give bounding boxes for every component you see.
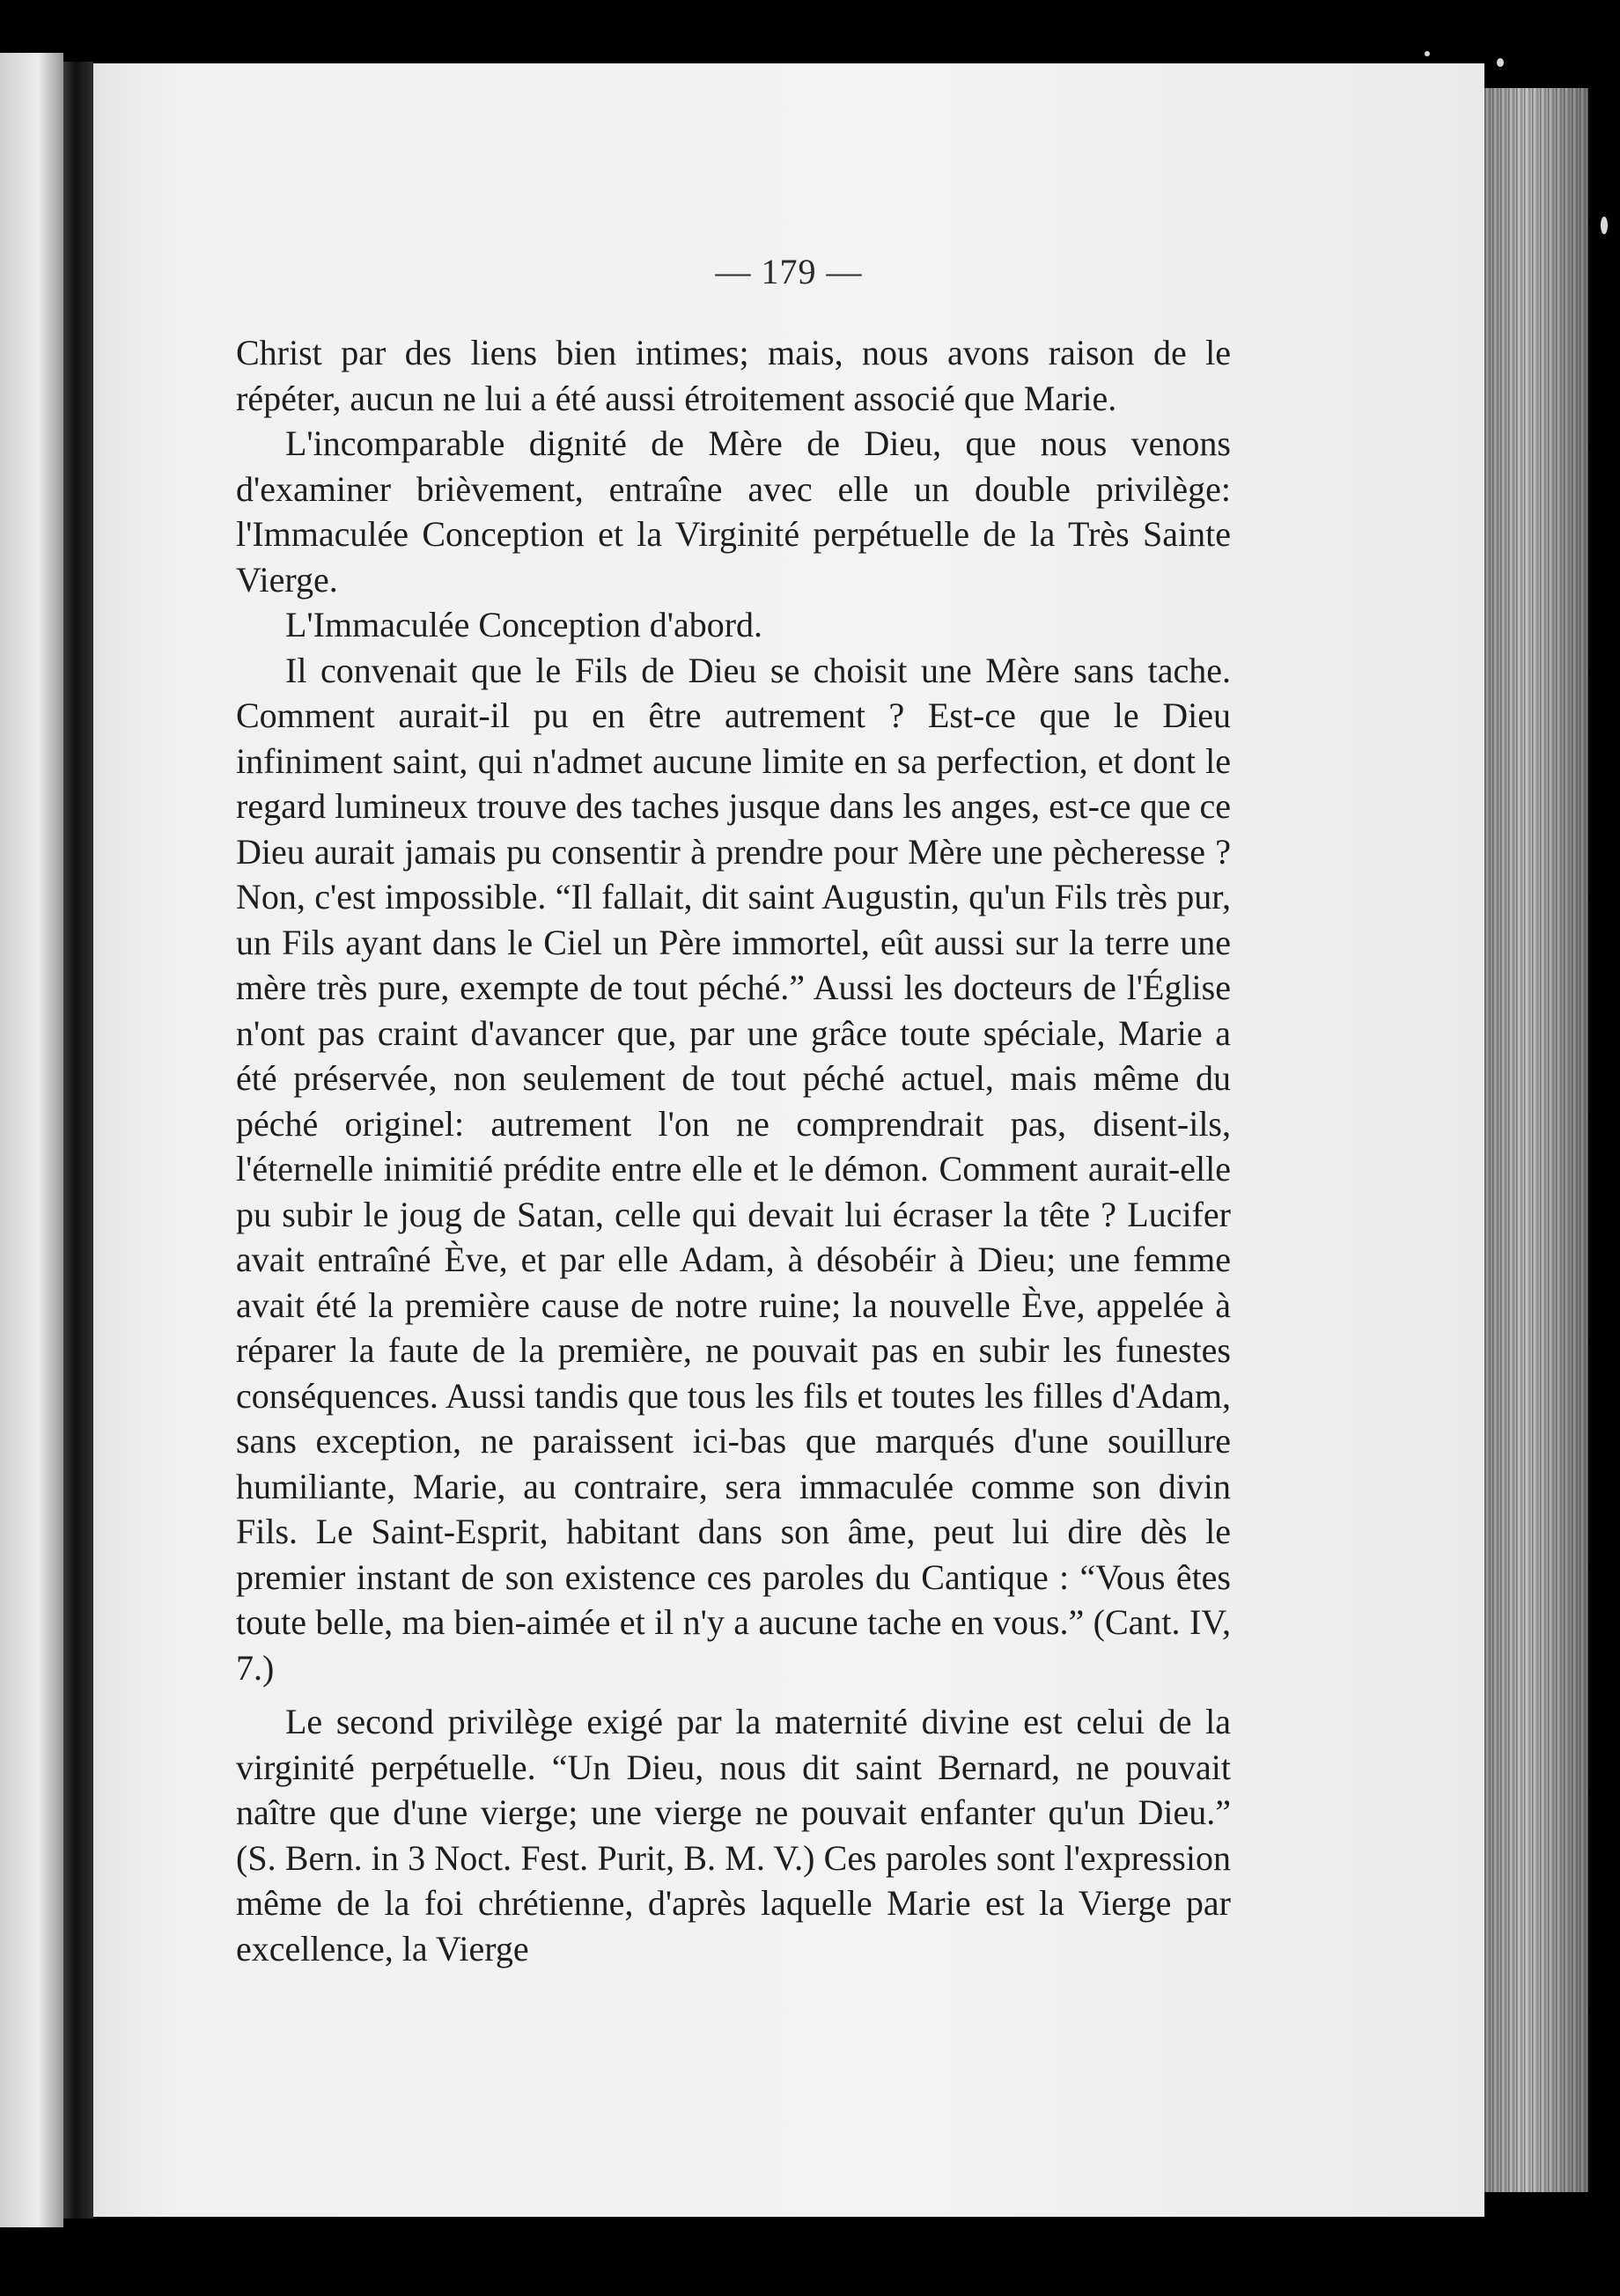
paragraph: Le second privilège exigé par la maternité divine est celui de la virginité perpétuelle. “Un Dieu, nous dit saint Bernard, ne pouvait naître que d'une vierge; une vierge ne pouvait enfanter qu'un Dieu.” (S. Bern. in 3 Noct. Fest. Purit, B. M. V.) Ces paroles sont l'expression même de la foi chrétienne, d'après laquelle Marie est la Vierge par excellence, la Vierge <box>236 1702 1231 1969</box>
page-number: — 179 — <box>715 252 863 291</box>
dust-speck <box>1497 58 1504 67</box>
body-text <box>236 330 1231 1971</box>
previous-page-edge <box>0 53 63 2227</box>
paragraph: L'Immaculée Conception d'abord. <box>285 605 763 644</box>
dust-speck <box>1601 217 1608 234</box>
book-gutter <box>63 62 93 2219</box>
paragraph: Christ par des liens bien intimes; mais, nous avons raison de le répéter, aucun ne lui a été aussi étroitement associé que Marie. <box>236 333 1231 418</box>
paragraph: L'incomparable dignité de Mère de Dieu, que nous venons d'examiner brièvement, entraîne avec elle un double privilège: l'Immaculée Conception et la Virginité perpétuelle de la Très Sainte Vierge. <box>236 423 1231 600</box>
dust-speck <box>1425 51 1430 56</box>
paragraph: Il convenait que le Fils de Dieu se choisit une Mère sans tache. Comment aurait-il pu en être autrement ? Est-ce que le Dieu infiniment saint, qui n'admet aucune limite en sa perfection, et dont le regard lumineux trouve des taches jusque dans les anges, est-ce que ce Dieu aurait jamais pu consentir à prendre pour Mère une pècheresse ? Non, c'est impossible. “Il fallait, dit saint Augustin, qu'un Fils très pur, un Fils ayant dans le Ciel un Père immortel, eût aussi sur la terre une mère très pure, exempte de tout péché.” Aussi les docteurs de l'Église n'ont pas craint d'avancer que, par une grâce toute spéciale, Marie a été préservée, non seulement de tout péché actuel, mais même du péché originel: autrement l'on ne comprendrait pas, disent-ils, l'éternelle inimitié prédite entre elle et le démon. Comment aurait-elle pu subir le joug de Satan, celle qui devait lui écraser la tête ? Lucifer avait entraîné Ève, et par elle Adam, à désobéir à Dieu; une femme avait été la première cause de notre ruine; la nouvelle Ève, appelée à réparer la faute de la première, ne pouvait pas en subir les funestes conséquences. Aussi tandis que tous les fils et toutes les filles d'Adam, sans exception, ne paraissent ici-bas que marqués d'une souillure humiliante, Marie, au contraire, sera immaculée comme son divin Fils. Le Saint-Esprit, habitant dans son âme, peut lui dire dès le premier instant de son existence ces paroles du Cantique : “Vous êtes toute belle, ma bien-aimée et il n'y a aucune tache en vous.” (Cant. IV, 7.) <box>236 650 1231 1688</box>
page-stack-shade <box>1484 88 1588 2192</box>
